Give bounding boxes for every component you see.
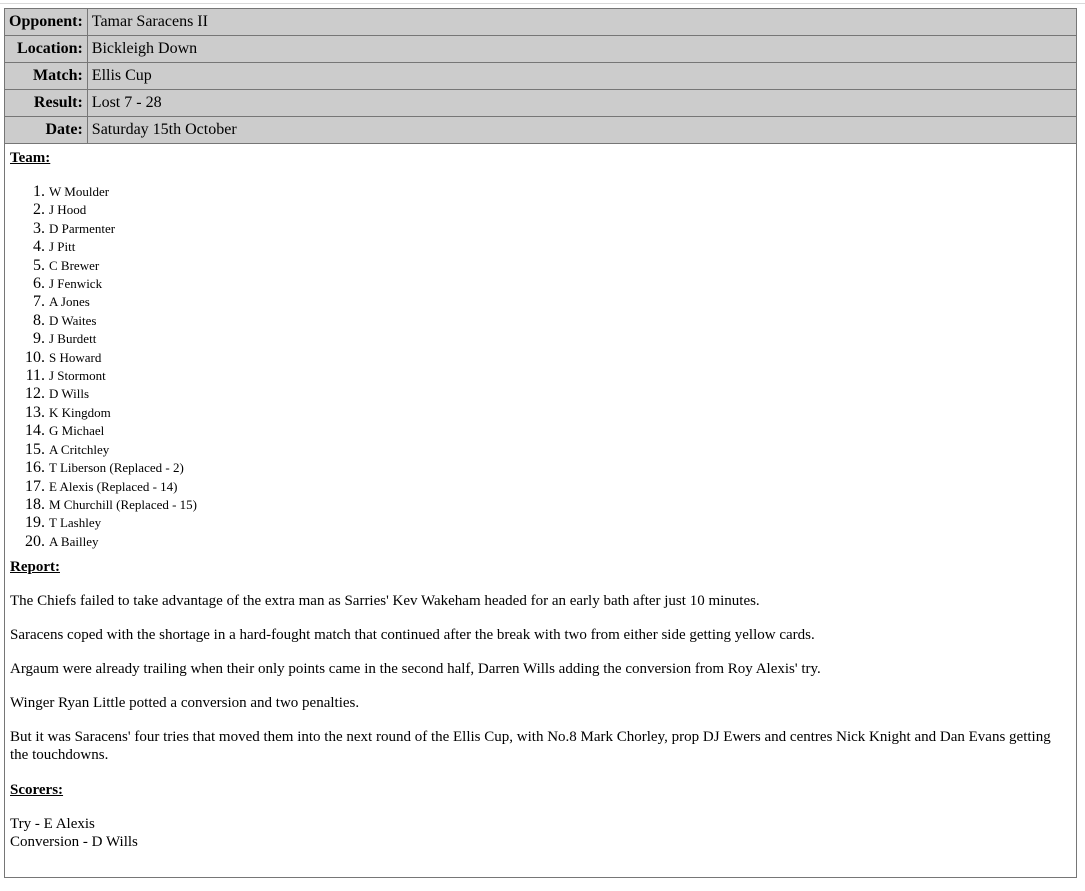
report-paragraph: But it was Saracens' four tries that moved them into the next round of the Ellis Cup, with No.8 Mark Chorley, prop DJ Ewers and centres Nick Knight and Dan Evans getting the touchdowns.: [10, 729, 1051, 764]
team-player-name: G Michael: [49, 423, 105, 439]
location-value: Bickleigh Down: [87, 36, 1076, 63]
report-paragraph: Argaum were already trailing when their only points came in the second half, Darren Wills adding the conversion from Roy Alexis' try.: [10, 661, 821, 678]
team-player-name: S Howard: [49, 349, 102, 365]
team-player-item: [49, 257, 1071, 275]
scorers-list: [10, 815, 1071, 851]
result-label: Result:: [5, 90, 88, 117]
location-label: Location:: [5, 36, 88, 63]
match-info-table: [4, 8, 1077, 144]
team-player-item: [49, 478, 1071, 496]
date-label: Date:: [5, 117, 88, 144]
result-row: [5, 90, 1077, 117]
team-player-item: [49, 496, 1071, 514]
team-player-name: M Churchill (Replaced - 15): [49, 496, 198, 512]
team-list: [10, 183, 1071, 551]
date-row: [5, 117, 1077, 144]
opponent-row: [5, 9, 1077, 36]
team-player-name: C Brewer: [49, 257, 100, 273]
team-player-name: T Liberson (Replaced - 2): [49, 460, 184, 476]
team-player-name: T Lashley: [49, 515, 102, 531]
team-player-item: [49, 422, 1071, 440]
report-content: [5, 149, 1076, 851]
team-player-item: [49, 533, 1071, 551]
team-player-name: J Stormont: [49, 368, 106, 384]
top-divider: [0, 3, 1085, 4]
match-value: Ellis Cup: [87, 63, 1076, 90]
team-player-item: [49, 385, 1071, 403]
team-player-item: [49, 349, 1071, 367]
match-row: [5, 63, 1077, 90]
team-player-item: [49, 312, 1071, 330]
team-player-item: [49, 201, 1071, 219]
opponent-label: Opponent:: [5, 9, 88, 36]
team-player-item: [49, 183, 1071, 201]
team-player-name: W Moulder: [49, 184, 110, 199]
team-player-item: [49, 275, 1071, 293]
report-paragraph: The Chiefs failed to take advantage of the extra man as Sarries' Kev Wakeham headed for an early bath after just 10 minutes.: [10, 593, 760, 610]
team-player-item: [49, 238, 1071, 256]
team-player-name: A Jones: [49, 294, 90, 310]
team-player-name: D Parmenter: [49, 220, 116, 236]
team-player-name: A Critchley: [49, 441, 110, 457]
team-player-item: [49, 330, 1071, 348]
match-label: Match:: [5, 63, 88, 90]
team-player-name: J Fenwick: [49, 276, 103, 292]
team-player-name: D Wills: [49, 386, 90, 402]
team-player-name: E Alexis (Replaced - 14): [49, 478, 178, 494]
scorers-heading: Scorers:: [10, 782, 64, 799]
location-row: [5, 36, 1077, 63]
team-player-item: [49, 459, 1071, 477]
team-player-name: J Pitt: [49, 239, 76, 255]
team-heading: Team:: [10, 150, 51, 166]
team-player-item: [49, 367, 1071, 385]
team-player-item: [49, 293, 1071, 311]
team-player-name: J Hood: [49, 202, 87, 218]
team-player-name: K Kingdom: [49, 404, 111, 420]
report-heading: Report:: [10, 559, 60, 576]
scorer-line: Conversion - D Wills: [10, 834, 138, 851]
team-player-item: [49, 514, 1071, 532]
team-player-item: [49, 404, 1071, 422]
team-player-item: [49, 220, 1071, 238]
date-value: Saturday 15th October: [87, 117, 1076, 144]
report-paragraph: Winger Ryan Little potted a conversion and two penalties.: [10, 695, 360, 712]
report-paragraph: Saracens coped with the shortage in a hard-fought match that continued after the break with two from either side getting yellow cards.: [10, 627, 815, 644]
match-report-panel: [4, 8, 1077, 878]
team-player-name: J Burdett: [49, 331, 97, 347]
report-body: [10, 592, 1071, 764]
team-player-item: [49, 441, 1071, 459]
team-player-name: D Waites: [49, 312, 97, 328]
team-player-name: A Bailley: [49, 533, 99, 549]
scorer-line: Try - E Alexis: [10, 816, 95, 833]
opponent-value: Tamar Saracens II: [87, 9, 1076, 36]
result-value: Lost 7 - 28: [87, 90, 1076, 117]
